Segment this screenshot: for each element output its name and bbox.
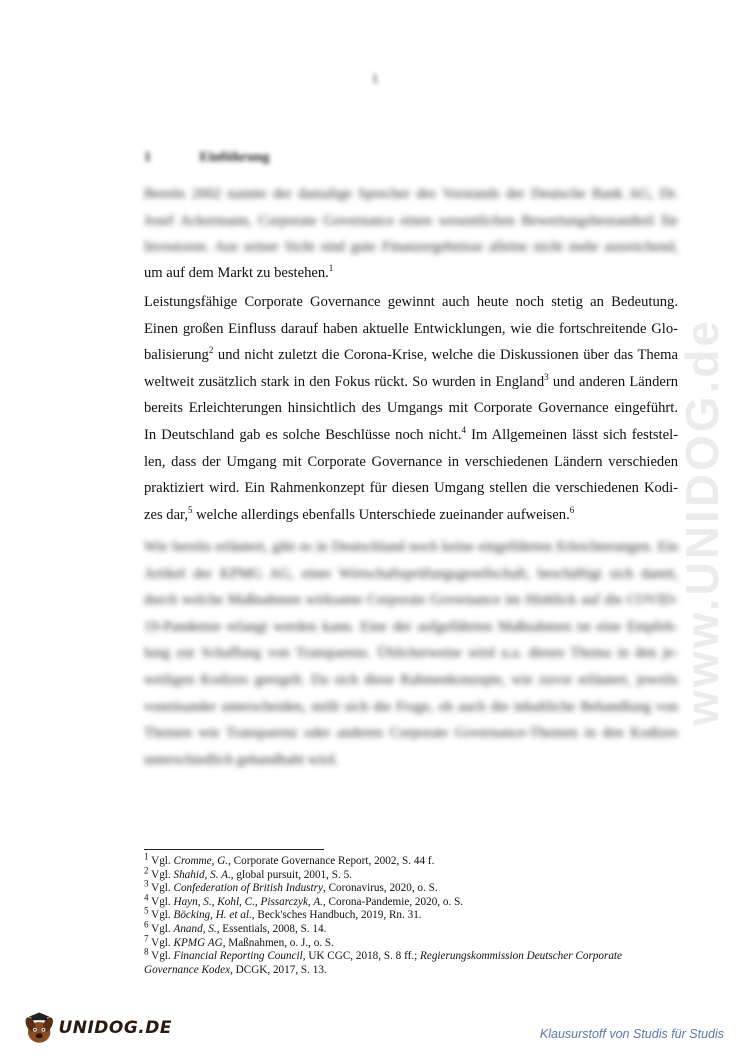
footnote-prefix: Vgl. bbox=[151, 950, 174, 963]
paragraph-3 bbox=[144, 534, 678, 773]
footnote-author: Cromme, G. bbox=[173, 855, 229, 867]
footnote-ref: 5 bbox=[187, 504, 193, 515]
text-segment: welche allerdings ebenfalls Unterschiede zueinander aufweisen. bbox=[192, 506, 570, 523]
text-segment: weltweit zusätzlich stark in den Fokus rückt. So wurden in England bbox=[144, 373, 545, 390]
footnote-source: , UK CGC, 2018, S. 8 ff.; bbox=[302, 950, 421, 963]
paragraph-3-line: Artikel der KPMG AG, einer Wirtschaftsprüfungsgesellschaft, beschäftigt sich damit, bbox=[144, 565, 678, 582]
footnote-number: 1 bbox=[144, 851, 149, 862]
page-number: 1 bbox=[371, 72, 379, 87]
paragraph-3-line: unterschiedlich gehandhabt wird. bbox=[144, 751, 339, 768]
paragraph-2-line: bereits Erleichterungen hinsichtlich des Umgangs mit Corporate Governance eingeführt. bbox=[144, 400, 678, 417]
footnote-prefix: Vgl. bbox=[151, 936, 174, 949]
footnote-source: , Coronavirus, 2020, o. S. bbox=[322, 882, 438, 895]
paragraph-2-line: praktiziert wird. Ein Rahmenkonzept für diesen Umgang stellen die verschiedenen Kodi- bbox=[144, 480, 678, 497]
footnote-ref: 2 bbox=[208, 345, 214, 356]
watermark-text: www.UNIDOG.de bbox=[676, 318, 729, 726]
paragraph-1-last-text: um auf dem Markt zu bestehen. bbox=[144, 265, 329, 281]
paragraph-2-line bbox=[144, 422, 678, 449]
footnote-source: , DCGK, 2017, S. 13. bbox=[230, 963, 327, 976]
unidog-logo bbox=[22, 1008, 172, 1048]
footnote bbox=[144, 905, 678, 923]
footnote-prefix: Vgl. bbox=[151, 909, 174, 922]
paragraph-1-line: Investoren. Aus seiner Sicht sind gute Finanzergebnisse alleine nicht mehr ausreichend, bbox=[144, 239, 678, 256]
footnote-ref: 3 bbox=[544, 371, 549, 382]
paragraph-2-line: Leistungsfähige Corporate Governance gewinnt auch heute noch stetig an Bedeutung. bbox=[144, 294, 678, 310]
paragraph-1-last-line bbox=[144, 260, 678, 287]
watermark bbox=[672, 272, 732, 772]
footnotes bbox=[144, 851, 678, 977]
footnote-number: 4 bbox=[144, 892, 149, 903]
text-segment: zes dar, bbox=[144, 506, 188, 523]
paragraph-2-line bbox=[144, 369, 678, 396]
footnote-ref: 6 bbox=[569, 504, 575, 515]
paragraph-2 bbox=[144, 289, 678, 528]
text-segment: und anderen Ländern bbox=[548, 373, 679, 390]
footnote-ref: 4 bbox=[461, 425, 466, 436]
text-segment: In Deutschland gab es solche Beschlüsse noch nicht. bbox=[144, 426, 462, 443]
footnote-prefix: Vgl. bbox=[151, 868, 174, 881]
paragraph-3-line: Themen wie Transparenz oder anderen Corporate Governance-Themen in den Kodizes bbox=[144, 725, 678, 742]
footnote-author: Regierungskommission Deutscher Corporate Governance Kodex bbox=[144, 950, 623, 976]
footnote bbox=[144, 946, 678, 977]
footnote-prefix: Vgl. bbox=[151, 882, 174, 895]
footnote-prefix: Vgl. bbox=[151, 895, 174, 908]
paragraph-3-line: voneinander unterscheiden, stellt sich die Frage, ob auch die inhaltliche Behandlung von bbox=[144, 698, 678, 715]
paragraph-1 bbox=[144, 181, 678, 261]
paragraph-2-line bbox=[144, 502, 678, 529]
section-heading bbox=[144, 150, 270, 166]
footnote-separator bbox=[144, 849, 324, 850]
paragraph-3-line: lung zur Schaffung von Transparenz. Üblicherweise wird u.a. dieses Thema in den je- bbox=[144, 645, 678, 662]
footnote bbox=[144, 919, 678, 937]
paragraph-1-end bbox=[144, 260, 678, 287]
paragraph-3-line: durch welche Maßnahmen wirksame Corporate Governance im Hinblick auf die COVID- bbox=[144, 592, 678, 609]
footnote-author: Shahid, S. A. bbox=[173, 868, 231, 881]
footnote-author: Hayn, S., Kohl, C., Pissarczyk, A. bbox=[173, 895, 323, 908]
tagline: Klausurstoff von Studis für Studis bbox=[539, 1027, 724, 1041]
footnote-number: 6 bbox=[144, 919, 149, 930]
footnote-source: , global pursuit, 2001, S. 5. bbox=[230, 868, 352, 881]
footnote-author: Confederation of British Industry bbox=[173, 882, 323, 895]
paragraph-1-line: Bereits 2002 nannte der damalige Sprecher des Vorstands der Deutsche Bank AG, Dr. bbox=[144, 186, 678, 202]
footnote-ref: 1 bbox=[328, 263, 334, 274]
footnote bbox=[144, 864, 678, 883]
paragraph-3-line: weiligen Kodizes geregelt. Da sich diese Rahmenkonzepte, wie zuvor erläutert, jeweils bbox=[144, 671, 678, 688]
paragraph-3-line: 19-Pandemie erlangt werden kann. Eine der aufgeführten Maßnahmen ist eine Empfeh- bbox=[144, 618, 678, 635]
text-segment: und nicht zuletzt die Corona-Krise, welche die Diskussionen über das Thema bbox=[213, 347, 678, 364]
paragraph-2-line: len, dass der Umgang mit Corporate Governance in verschiedenen Ländern verschieden bbox=[144, 453, 678, 470]
footnote-prefix: Vgl. bbox=[151, 922, 174, 935]
text-segment: Im Allgemeinen lässt sich feststel- bbox=[465, 426, 678, 443]
footnote-number: 2 bbox=[144, 864, 149, 875]
section-title: Einführung bbox=[199, 150, 270, 165]
footnote bbox=[144, 851, 678, 869]
footnote-number: 5 bbox=[144, 905, 149, 916]
footnote-source: , Corporate Governance Report, 2002, S. 44 f. bbox=[228, 855, 435, 867]
footnote-source: , Corona-Pandemie, 2020, o. S. bbox=[322, 895, 464, 908]
footnote-prefix: Vgl. bbox=[151, 855, 174, 867]
footnote-source: , Maßnahmen, o. J., o. S. bbox=[222, 936, 334, 949]
paragraph-2-line bbox=[144, 342, 678, 369]
paragraph-3-line: Wie bereits erläutert, gibt es in Deutschland noch keine eingeführten Erleichterungen. Ein bbox=[144, 539, 678, 555]
paragraph-2-line: Einen großen Einfluss darauf haben aktuelle Entwicklungen, wie die fortschreitende Glo- bbox=[144, 320, 678, 337]
section-number: 1 bbox=[144, 150, 151, 165]
dog-icon bbox=[22, 1008, 56, 1048]
paragraph-1-line: Josef Ackermann, Corporate Governance einen wesentlichen Bewertungsbestandteil für bbox=[144, 212, 678, 229]
text-segment: balisierung bbox=[144, 347, 209, 364]
footnote-author: Böcking, H. et al. bbox=[173, 909, 252, 922]
footnote-author: KPMG AG bbox=[173, 936, 223, 949]
logo-text: UNIDOG.DE bbox=[58, 1018, 172, 1038]
footnote bbox=[144, 932, 678, 951]
footnote-source: , Essentials, 2008, S. 14. bbox=[216, 922, 327, 935]
footnote-author: Anand, S. bbox=[173, 922, 217, 935]
footnote-source: , Beck'sches Handbuch, 2019, Rn. 31. bbox=[251, 909, 422, 922]
footnote bbox=[144, 892, 678, 910]
footnote bbox=[144, 878, 678, 896]
footnote-author: Financial Reporting Council bbox=[173, 950, 303, 963]
footnote-number: 7 bbox=[144, 932, 149, 943]
footnote-number: 8 bbox=[144, 946, 149, 957]
footnote-number: 3 bbox=[144, 878, 149, 889]
